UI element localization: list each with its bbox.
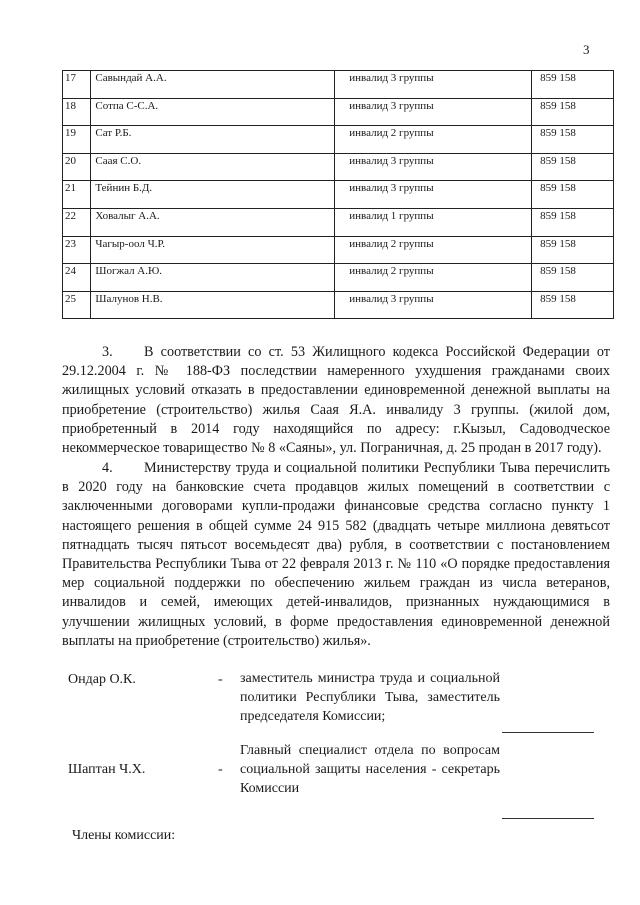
payment-amount: 859 158 <box>532 291 614 319</box>
paragraph-3 <box>62 343 610 458</box>
paragraph-4 <box>62 459 610 651</box>
signatory-1-dash: - <box>218 672 223 687</box>
row-number: 25 <box>63 291 91 319</box>
row-number: 20 <box>63 153 91 181</box>
payment-amount: 859 158 <box>532 264 614 292</box>
payment-amount: 859 158 <box>532 98 614 126</box>
disability-status: инвалид 2 группы <box>335 236 532 264</box>
payment-amount: 859 158 <box>532 71 614 99</box>
payment-amount: 859 158 <box>532 236 614 264</box>
recipient-name: Шогжал А.Ю. <box>91 264 335 292</box>
table-row <box>63 71 614 99</box>
disability-status: инвалид 3 группы <box>335 291 532 319</box>
recipient-name: Савындай А.А. <box>91 71 335 99</box>
signatory-2-role: Главный специалист отдела по вопросам социальной защиты населения - секретарь Комиссии <box>240 743 500 796</box>
recipient-name: Сотпа С-С.А. <box>91 98 335 126</box>
row-number: 17 <box>63 71 91 99</box>
signatory-2-name: Шаптан Ч.Х. <box>68 762 146 777</box>
page-number: 3 <box>583 42 590 57</box>
disability-status: инвалид 3 группы <box>335 181 532 209</box>
paragraph-4-text: Министерству труда и социальной политики Республики Тыва перечислить в 2020 году на банковские счета продавцов жилых помещений в соответствии с заключенными договорами купли-продажи финансовые средства согласно пункту 1 настоящего решения в общей сумме 24 915 582 (двадцать четыре миллиона девятьсот пятнадцать тысяч пятьсот восемьдесят два) рубля, в соответствии с постановлением Правительства Республики Тыва от 22 февраля 2013 г. № 110 «О порядке предоставления мер социальной поддержки по обеспечению жильем граждан из числа ветеранов, инвалидов и семей, имеющих детей-инвалидов, признанных нуждающимися в улучшении жилищных условий, в форме предоставления единовременной денежной выплаты на приобретение (строительство) жилья». <box>62 460 610 649</box>
table-row <box>63 264 614 292</box>
payment-amount: 859 158 <box>532 181 614 209</box>
disability-status: инвалид 3 группы <box>335 153 532 181</box>
row-number: 22 <box>63 208 91 236</box>
row-number: 18 <box>63 98 91 126</box>
disability-status: инвалид 1 группы <box>335 208 532 236</box>
signature-line-2 <box>502 818 594 819</box>
table-row <box>63 153 614 181</box>
table-row <box>63 98 614 126</box>
signatory-2-dash: - <box>218 762 223 777</box>
paragraph-3-text: В соответствии со ст. 53 Жилищного кодекса Российской Федерации от 29.12.2004 г. № 188-ФЗ последствии намеренного ухудшения гражданами своих жилищных условий отказать в предоставлении единовременной денежной выплаты на приобретение (строительство) жилья Саая Я.А. инвалиду 3 группы. (жилой дом, приобретенный в 2014 году находящийся по адресу: г.Кызыл, Садоводческое некоммерческое товарищество № 8 «Саяны», ул. Пограничная, д. 25 продан в 2017 году). <box>62 344 610 457</box>
table-row <box>63 291 614 319</box>
signature-line-1 <box>502 732 594 733</box>
disability-status: инвалид 3 группы <box>335 98 532 126</box>
signatory-1-role: заместитель министра труда и социальной политики Республики Тыва, заместитель председателя Комиссии; <box>240 671 500 724</box>
paragraph-4-number: 4. <box>102 460 113 476</box>
recipients-table <box>62 70 614 319</box>
disability-status: инвалид 2 группы <box>335 264 532 292</box>
row-number: 19 <box>63 126 91 154</box>
payment-amount: 859 158 <box>532 153 614 181</box>
signatory-1-name: Ондар О.К. <box>68 672 136 687</box>
disability-status: инвалид 3 группы <box>335 71 532 99</box>
recipient-name: Саая С.О. <box>91 153 335 181</box>
paragraph-3-number: 3. <box>102 344 113 360</box>
row-number: 23 <box>63 236 91 264</box>
table-row <box>63 181 614 209</box>
payment-amount: 859 158 <box>532 126 614 154</box>
recipient-name: Шалунов Н.В. <box>91 291 335 319</box>
recipient-name: Сат Р.Б. <box>91 126 335 154</box>
members-label: Члены комиссии: <box>72 828 176 843</box>
recipient-name: Чагыр-оол Ч.Р. <box>91 236 335 264</box>
disability-status: инвалид 2 группы <box>335 126 532 154</box>
payment-amount: 859 158 <box>532 208 614 236</box>
recipient-name: Ховалыг А.А. <box>91 208 335 236</box>
row-number: 24 <box>63 264 91 292</box>
table-row <box>63 126 614 154</box>
recipient-name: Тейнин Б.Д. <box>91 181 335 209</box>
table-row <box>63 236 614 264</box>
row-number: 21 <box>63 181 91 209</box>
table-row <box>63 208 614 236</box>
